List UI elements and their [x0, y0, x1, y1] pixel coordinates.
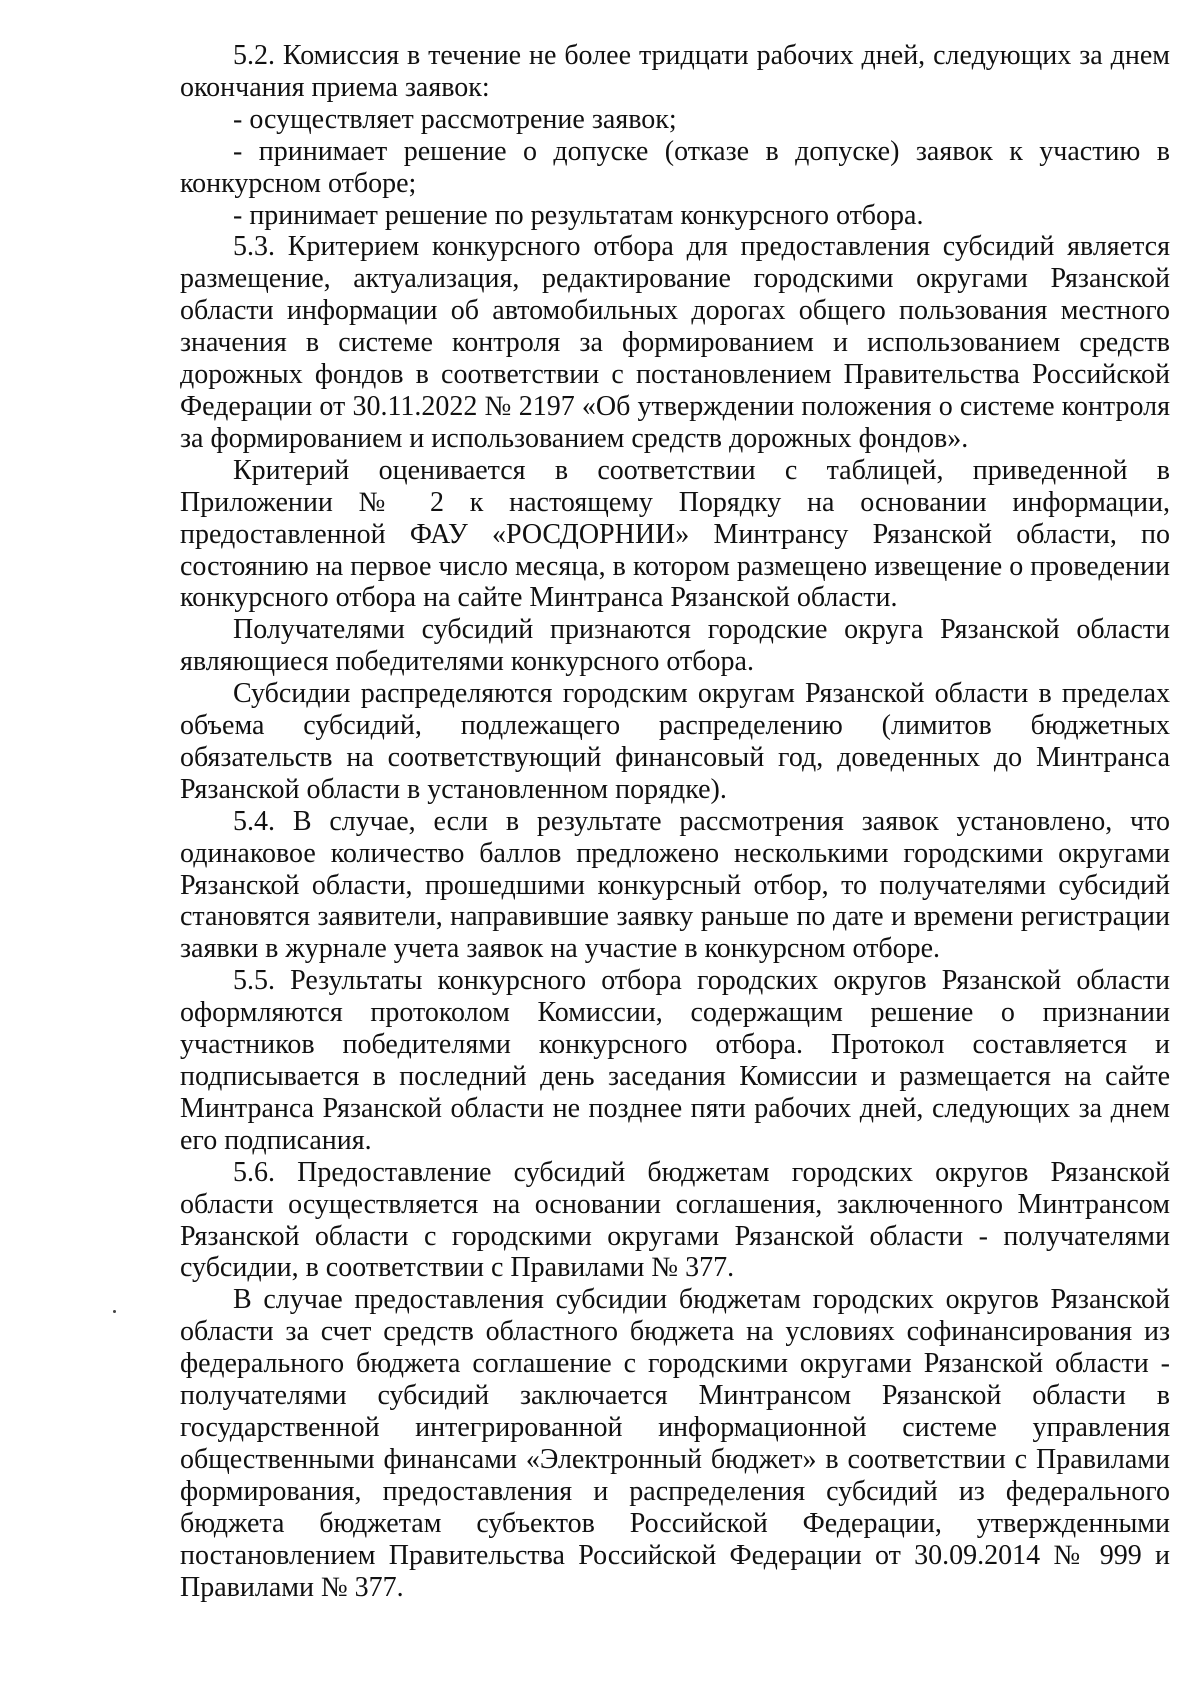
paragraph-5-2: 5.2. Комиссия в течение не более тридцати рабочих дней, следующих за днем окончания приема заявок: [180, 40, 1170, 103]
list-item-review: - осуществляет рассмотрение заявок; [233, 103, 677, 135]
list-item-results: - принимает решение по результатам конкурсного отбора. [233, 199, 924, 231]
list-item-admission: - принимает решение о допуске (отказе в допуске) заявок к участию в конкурсном отборе; [180, 135, 1170, 199]
paragraph-criterion: Критерий оценивается в соответствии с таблицей, приведенной в Приложении № 2 к настоящему Порядку на основании информации, предоставленной ФАУ «РОСДОРНИИ» Минтрансу Рязанской области, по состоянию на первое число месяца, в котором размещено извещение о проведении конкурсного отбора на сайте Минтранса Рязанской области. [180, 454, 1170, 614]
paragraph-5-5: 5.5. Результаты конкурсного отбора городских округов Рязанской области оформляются протоколом Комиссии, содержащим решение о признании участников победителями конкурсного отбора. Протокол составляется и подписывается в последний день заседания Комиссии и размещается на сайте Минтранса Рязанской области не позднее пяти рабочих дней, следующих за днем его подписания. [180, 965, 1170, 1156]
paragraph-5-4: 5.4. В случае, если в результате рассмотрения заявок установлено, что одинаковое количество баллов предложено несколькими городскими округами Рязанской области, прошедшими конкурсный отбор, то получателями субсидий становятся заявители, направившие заявку раньше по дате и времени регистрации заявки в журнале учета заявок на участие в конкурсном отборе. [180, 805, 1170, 965]
paragraph-cofinancing: В случае предоставления субсидии бюджетам городских округов Рязанской области за счет средств областного бюджета на условиях софинансирования из федерального бюджета соглашение с городскими округами Рязанской области - получателями субсидий заключается Минтрансом Рязанской области в государственной интегрированной информационной системе управления общественными финансами «Электронный бюджет» в соответствии с Правилами формирования, предоставления и распределения субсидий из федерального бюджета бюджетам субъектов Российской Федерации, утвержденными постановлением Правительства Российской Федерации от 30.09.2014 № 999 и Правилами № 377. [180, 1284, 1170, 1603]
scan-artifact-dot [113, 1310, 116, 1313]
paragraph-distribution: Субсидии распределяются городским округам Рязанской области в пределах объема субсидий, подлежащего распределению (лимитов бюджетных обязательств на соответствующий финансовый год, доведенных до Минтранса Рязанской области в установленном порядке). [180, 678, 1170, 805]
document-body [180, 40, 1170, 1603]
paragraph-recipients: Получателями субсидий признаются городские округа Рязанской области являющиеся победителями конкурсного отбора. [180, 614, 1170, 678]
paragraph-5-3: 5.3. Критерием конкурсного отбора для предоставления субсидий является размещение, актуализация, редактирование городскими округами Рязанской области информации об автомобильных дорогах общего пользования местного значения в системе контроля за формированием и использованием средств дорожных фондов в соответствии с постановлением Правительства Российской Федерации от 30.11.2022 № 2197 «Об утверждении положения о системе контроля за формированием и использованием средств дорожных фондов». [180, 231, 1170, 454]
paragraph-5-6: 5.6. Предоставление субсидий бюджетам городских округов Рязанской области осуществляется на основании соглашения, заключенного Минтрансом Рязанской области с городскими округами Рязанской области - получателями субсидии, в соответствии с Правилами № 377. [180, 1156, 1170, 1284]
